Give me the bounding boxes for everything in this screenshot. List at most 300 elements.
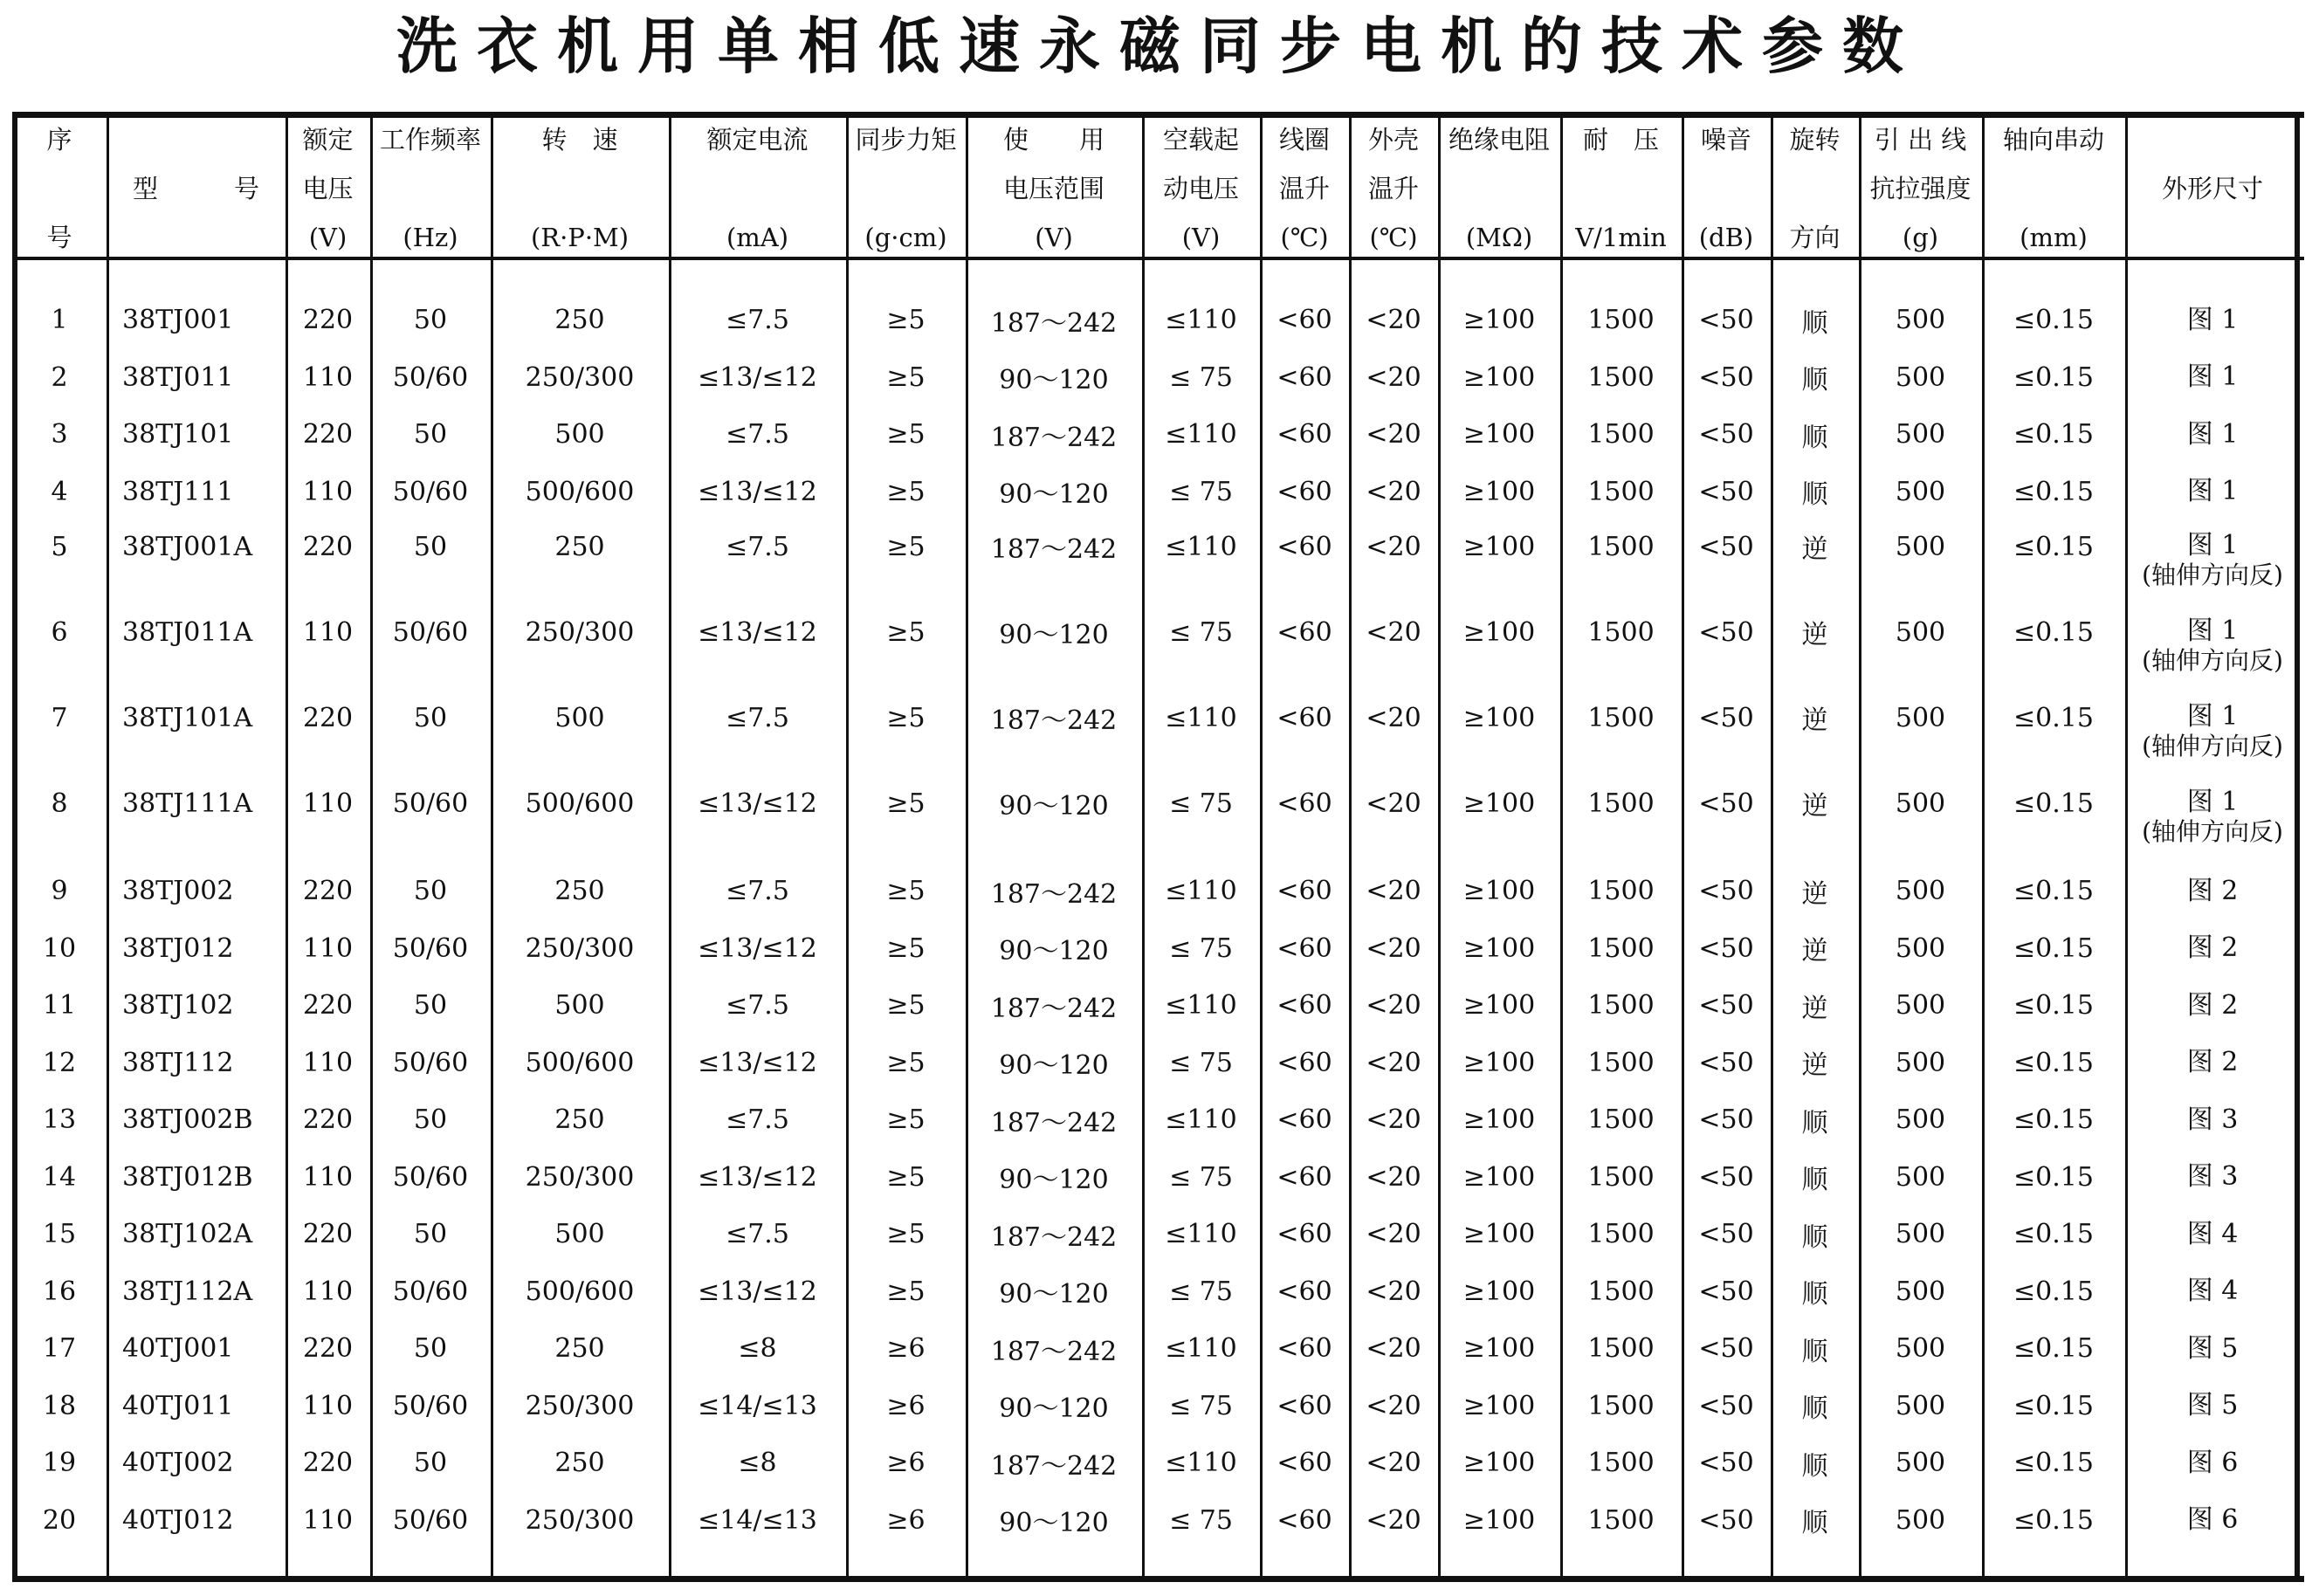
cell-rated-current: ≤7.5 <box>726 531 789 562</box>
cell-withstand-voltage: 1500 <box>1587 616 1655 648</box>
cell-voltage-range: 187～242 <box>990 534 1118 565</box>
cell-outline <box>2125 1320 2300 1378</box>
header-line: 耐 压 <box>1582 125 1659 155</box>
header-line: 号 <box>46 223 72 252</box>
cell-model: 38TJ111A <box>122 788 253 819</box>
table-row <box>12 1320 2304 1378</box>
header-line: (℃) <box>1369 223 1418 252</box>
cell-coil-temp-rise: <60 <box>1276 305 1332 336</box>
outline-figure-ref: 图 1 <box>2186 361 2239 393</box>
cell-voltage-range: 187～242 <box>990 1450 1118 1482</box>
cell-outline <box>2125 781 2300 854</box>
cell-outline <box>2125 1035 2300 1092</box>
cell-axial-play: ≤0.15 <box>2013 1390 2094 1421</box>
cell-no-load-start-voltage: ≤110 <box>1165 876 1237 907</box>
outline-figure-ref: 图 3 <box>2186 1161 2239 1193</box>
cell-noise: <50 <box>1698 305 1754 336</box>
cell-rated-voltage: 110 <box>302 932 354 964</box>
cell-rated-voltage: 220 <box>302 531 354 562</box>
cell-coil-temp-rise: <60 <box>1276 1104 1332 1136</box>
cell-no-load-start-voltage: ≤110 <box>1165 1333 1237 1365</box>
cell-noise: <50 <box>1698 1333 1754 1365</box>
cell-noise: <50 <box>1698 1390 1754 1421</box>
cell-no: 19 <box>42 1448 77 1479</box>
header-line: V/1min <box>1575 223 1667 252</box>
cell-no-load-start-voltage: ≤110 <box>1165 419 1237 451</box>
cell-frequency: 50/60 <box>392 1504 469 1536</box>
cell-no: 5 <box>51 531 68 562</box>
cell-insulation-resistance: ≥100 <box>1462 1047 1536 1078</box>
cell-shell-temp-rise: <20 <box>1366 476 1421 507</box>
cell-rated-voltage: 110 <box>302 1276 354 1307</box>
cell-model: 38TJ011A <box>122 616 253 648</box>
cell-rated-current: ≤7.5 <box>726 1219 789 1250</box>
cell-speed: 250 <box>554 305 605 336</box>
cell-outline <box>2125 695 2300 768</box>
cell-sync-torque: ≥5 <box>886 990 926 1022</box>
cell-withstand-voltage: 1500 <box>1587 476 1655 507</box>
cell-noise: <50 <box>1698 1047 1754 1078</box>
header-rated-current <box>669 120 846 257</box>
cell-rated-current: ≤13/≤12 <box>698 788 817 819</box>
cell-withstand-voltage: 1500 <box>1587 1333 1655 1365</box>
cell-no-load-start-voltage: ≤110 <box>1165 305 1237 336</box>
cell-rated-voltage: 220 <box>302 876 354 907</box>
cell-no-load-start-voltage: ≤110 <box>1165 990 1237 1022</box>
cell-insulation-resistance: ≥100 <box>1462 419 1536 451</box>
cell-noise: <50 <box>1698 1448 1754 1479</box>
cell-lead-tensile: 500 <box>1895 1104 1946 1136</box>
cell-speed: 500/600 <box>525 1047 635 1078</box>
header-speed <box>491 120 669 257</box>
cell-no: 2 <box>51 361 68 393</box>
table-row <box>12 406 2304 464</box>
cell-coil-temp-rise: <60 <box>1276 616 1332 648</box>
cell-lead-tensile: 500 <box>1895 531 1946 562</box>
cell-frequency: 50 <box>413 990 448 1022</box>
header-line: 引 出 线 <box>1874 125 1967 155</box>
cell-voltage-range: 187～242 <box>990 422 1118 453</box>
cell-outline <box>2125 1263 2300 1321</box>
cell-shell-temp-rise: <20 <box>1366 876 1421 907</box>
cell-insulation-resistance: ≥100 <box>1462 1276 1536 1307</box>
cell-coil-temp-rise: <60 <box>1276 361 1332 393</box>
header-outline <box>2125 120 2300 257</box>
cell-withstand-voltage: 1500 <box>1587 990 1655 1022</box>
cell-noise: <50 <box>1698 476 1754 507</box>
outline-figure-ref: 图 5 <box>2186 1332 2239 1364</box>
outline-note: (轴伸方向反) <box>2142 732 2283 760</box>
cell-model: 38TJ012B <box>122 1161 253 1193</box>
cell-model: 38TJ012 <box>122 932 234 964</box>
cell-frequency: 50/60 <box>392 1047 469 1078</box>
cell-frequency: 50/60 <box>392 788 469 819</box>
cell-noise: <50 <box>1698 1276 1754 1307</box>
cell-rotation: 逆 <box>1801 878 1828 910</box>
header-line: (MΩ) <box>1465 223 1533 252</box>
cell-withstand-voltage: 1500 <box>1587 1104 1655 1136</box>
header-line: 旋转 <box>1789 125 1841 155</box>
cell-noise: <50 <box>1698 876 1754 907</box>
cell-rated-current: ≤8 <box>738 1448 777 1479</box>
cell-shell-temp-rise: <20 <box>1366 616 1421 648</box>
cell-no-load-start-voltage: ≤110 <box>1165 531 1237 562</box>
cell-speed: 500/600 <box>525 476 635 507</box>
cell-coil-temp-rise: <60 <box>1276 1504 1332 1536</box>
cell-lead-tensile: 500 <box>1895 1276 1946 1307</box>
cell-frequency: 50 <box>413 1219 448 1250</box>
header-line: 方向 <box>1789 223 1841 252</box>
table-row <box>12 1492 2304 1550</box>
cell-coil-temp-rise: <60 <box>1276 1276 1332 1307</box>
cell-noise: <50 <box>1698 1219 1754 1250</box>
cell-withstand-voltage: 1500 <box>1587 1161 1655 1193</box>
cell-sync-torque: ≥5 <box>886 1161 926 1193</box>
cell-rated-current: ≤7.5 <box>726 419 789 451</box>
cell-sync-torque: ≥5 <box>886 702 926 733</box>
cell-no-load-start-voltage: ≤ 75 <box>1169 1390 1233 1421</box>
cell-axial-play: ≤0.15 <box>2013 702 2094 733</box>
cell-no: 15 <box>42 1219 77 1250</box>
cell-rotation: 顺 <box>1801 1279 1828 1311</box>
cell-lead-tensile: 500 <box>1895 305 1946 336</box>
page-title: 洗衣机用单相低速永磁同步电机的技术参数 <box>396 10 1923 82</box>
cell-model: 38TJ101 <box>122 419 234 451</box>
cell-rated-voltage: 110 <box>302 1047 354 1078</box>
table-top-rule <box>12 112 2304 118</box>
cell-withstand-voltage: 1500 <box>1587 531 1655 562</box>
cell-sync-torque: ≥5 <box>886 361 926 393</box>
header-frequency <box>370 120 491 257</box>
header-coil-temp-rise <box>1260 120 1349 257</box>
cell-insulation-resistance: ≥100 <box>1462 616 1536 648</box>
cell-insulation-resistance: ≥100 <box>1462 1161 1536 1193</box>
outline-note: (轴伸方向反) <box>2142 817 2283 846</box>
table-row <box>12 920 2304 978</box>
cell-outline <box>2125 524 2300 597</box>
header-sync-torque <box>846 120 966 257</box>
cell-axial-play: ≤0.15 <box>2013 990 2094 1022</box>
cell-rated-current: ≤7.5 <box>726 876 789 907</box>
cell-noise: <50 <box>1698 990 1754 1022</box>
cell-noise: <50 <box>1698 531 1754 562</box>
cell-frequency: 50 <box>413 305 448 336</box>
cell-shell-temp-rise: <20 <box>1366 788 1421 819</box>
header-lead-tensile <box>1859 120 1982 257</box>
outline-figure-ref: 图 2 <box>2186 932 2239 964</box>
cell-frequency: 50 <box>413 876 448 907</box>
cell-no: 18 <box>42 1390 77 1421</box>
cell-no-load-start-voltage: ≤ 75 <box>1169 476 1233 507</box>
cell-voltage-range: 90～120 <box>999 365 1109 396</box>
cell-insulation-resistance: ≥100 <box>1462 932 1536 964</box>
cell-outline <box>2125 1091 2300 1149</box>
cell-withstand-voltage: 1500 <box>1587 419 1655 451</box>
cell-shell-temp-rise: <20 <box>1366 419 1421 451</box>
cell-coil-temp-rise: <60 <box>1276 876 1332 907</box>
outline-figure-ref: 图 1 <box>2186 701 2239 732</box>
cell-shell-temp-rise: <20 <box>1366 1448 1421 1479</box>
outline-note: (轴伸方向反) <box>2142 646 2283 675</box>
cell-coil-temp-rise: <60 <box>1276 1219 1332 1250</box>
outline-figure-ref: 图 2 <box>2186 989 2239 1021</box>
cell-model: 38TJ002B <box>122 1104 253 1136</box>
cell-rated-voltage: 220 <box>302 1448 354 1479</box>
cell-noise: <50 <box>1698 1504 1754 1536</box>
cell-speed: 250/300 <box>525 932 635 964</box>
cell-shell-temp-rise: <20 <box>1366 1219 1421 1250</box>
header-line: 额定电流 <box>706 125 809 155</box>
outline-figure-ref: 图 5 <box>2186 1390 2239 1421</box>
header-line: 额定 <box>302 125 354 155</box>
cell-axial-play: ≤0.15 <box>2013 531 2094 562</box>
cell-voltage-range: 90～120 <box>999 1050 1109 1082</box>
cell-sync-torque: ≥5 <box>886 1047 926 1078</box>
cell-axial-play: ≤0.15 <box>2013 361 2094 393</box>
cell-rated-current: ≤13/≤12 <box>698 1276 817 1307</box>
cell-axial-play: ≤0.15 <box>2013 1219 2094 1250</box>
cell-lead-tensile: 500 <box>1895 419 1946 451</box>
cell-insulation-resistance: ≥100 <box>1462 1390 1536 1421</box>
cell-no: 4 <box>51 476 68 507</box>
cell-insulation-resistance: ≥100 <box>1462 476 1536 507</box>
cell-sync-torque: ≥6 <box>886 1333 926 1365</box>
cell-frequency: 50 <box>413 1104 448 1136</box>
cell-rated-current: ≤8 <box>738 1333 777 1365</box>
cell-no-load-start-voltage: ≤ 75 <box>1169 932 1233 964</box>
cell-noise: <50 <box>1698 788 1754 819</box>
cell-sync-torque: ≥6 <box>886 1448 926 1479</box>
header-line: 线圈 <box>1278 125 1330 155</box>
cell-no-load-start-voltage: ≤ 75 <box>1169 788 1233 819</box>
header-line: 序 <box>46 125 72 155</box>
cell-no: 8 <box>51 788 68 819</box>
cell-sync-torque: ≥5 <box>886 876 926 907</box>
table-row <box>12 1378 2304 1435</box>
cell-model: 38TJ101A <box>122 702 253 733</box>
cell-rated-voltage: 110 <box>302 1390 354 1421</box>
outline-figure-ref: 图 1 <box>2186 418 2239 450</box>
cell-frequency: 50/60 <box>392 932 469 964</box>
cell-insulation-resistance: ≥100 <box>1462 1104 1536 1136</box>
spec-table <box>12 112 2304 1582</box>
cell-speed: 250 <box>554 531 605 562</box>
cell-outline <box>2125 977 2300 1035</box>
table-row <box>12 1149 2304 1207</box>
cell-lead-tensile: 500 <box>1895 1219 1946 1250</box>
cell-rotation: 顺 <box>1801 479 1828 511</box>
cell-voltage-range: 90～120 <box>999 936 1109 967</box>
cell-speed: 500 <box>554 419 605 451</box>
cell-frequency: 50 <box>413 419 448 451</box>
cell-shell-temp-rise: <20 <box>1366 1390 1421 1421</box>
cell-no-load-start-voltage: ≤ 75 <box>1169 616 1233 648</box>
cell-rotation: 顺 <box>1801 1107 1828 1139</box>
cell-frequency: 50/60 <box>392 616 469 648</box>
cell-coil-temp-rise: <60 <box>1276 1448 1332 1479</box>
cell-no-load-start-voltage: ≤ 75 <box>1169 1504 1233 1536</box>
cell-frequency: 50/60 <box>392 1276 469 1307</box>
cell-model: 40TJ012 <box>122 1504 234 1536</box>
cell-rotation: 顺 <box>1801 1221 1828 1253</box>
cell-withstand-voltage: 1500 <box>1587 788 1655 819</box>
cell-rotation: 顺 <box>1801 1393 1828 1425</box>
cell-frequency: 50/60 <box>392 1390 469 1421</box>
outline-figure-ref: 图 4 <box>2186 1218 2239 1249</box>
header-line: 噪音 <box>1700 125 1751 155</box>
cell-sync-torque: ≥5 <box>886 1219 926 1250</box>
cell-axial-play: ≤0.15 <box>2013 876 2094 907</box>
cell-outline <box>2125 920 2300 978</box>
cell-rotation: 逆 <box>1801 620 1828 650</box>
cell-outline <box>2125 1206 2300 1263</box>
cell-withstand-voltage: 1500 <box>1587 305 1655 336</box>
cell-shell-temp-rise: <20 <box>1366 1161 1421 1193</box>
cell-rotation: 逆 <box>1801 936 1828 967</box>
cell-voltage-range: 90～120 <box>999 620 1109 650</box>
cell-no-load-start-voltage: ≤110 <box>1165 1219 1237 1250</box>
header-model <box>107 120 286 257</box>
cell-no: 1 <box>51 305 68 336</box>
cell-rated-voltage: 220 <box>302 1333 354 1365</box>
cell-frequency: 50/60 <box>392 361 469 393</box>
cell-noise: <50 <box>1698 616 1754 648</box>
cell-shell-temp-rise: <20 <box>1366 305 1421 336</box>
header-line: 同步力矩 <box>855 125 957 155</box>
cell-no-load-start-voltage: ≤ 75 <box>1169 1276 1233 1307</box>
cell-model: 38TJ112 <box>122 1047 234 1078</box>
cell-speed: 250 <box>554 1333 605 1365</box>
cell-frequency: 50/60 <box>392 1161 469 1193</box>
table-bottom-rule <box>12 1576 2304 1582</box>
cell-outline <box>2125 609 2300 683</box>
outline-figure-ref: 图 4 <box>2186 1276 2239 1307</box>
cell-no-load-start-voltage: ≤110 <box>1165 702 1237 733</box>
cell-axial-play: ≤0.15 <box>2013 1504 2094 1536</box>
header-shell-temp-rise <box>1349 120 1438 257</box>
cell-rotation: 逆 <box>1801 534 1828 565</box>
cell-shell-temp-rise: <20 <box>1366 1104 1421 1136</box>
cell-rated-voltage: 220 <box>302 305 354 336</box>
cell-rated-current: ≤7.5 <box>726 1104 789 1136</box>
cell-axial-play: ≤0.15 <box>2013 476 2094 507</box>
cell-rated-voltage: 110 <box>302 616 354 648</box>
cell-insulation-resistance: ≥100 <box>1462 305 1536 336</box>
cell-lead-tensile: 500 <box>1895 1333 1946 1365</box>
cell-model: 40TJ011 <box>122 1390 234 1421</box>
cell-sync-torque: ≥6 <box>886 1390 926 1421</box>
cell-voltage-range: 187～242 <box>990 307 1118 339</box>
cell-speed: 250/300 <box>525 361 635 393</box>
header-rule <box>12 257 2304 260</box>
cell-insulation-resistance: ≥100 <box>1462 788 1536 819</box>
cell-axial-play: ≤0.15 <box>2013 932 2094 964</box>
cell-no: 17 <box>42 1333 77 1365</box>
cell-voltage-range: 90～120 <box>999 479 1109 511</box>
cell-model: 38TJ002 <box>122 876 234 907</box>
cell-outline <box>2125 1434 2300 1492</box>
cell-rotation: 顺 <box>1801 1336 1828 1367</box>
cell-rotation: 逆 <box>1801 993 1828 1024</box>
cell-insulation-resistance: ≥100 <box>1462 1219 1536 1250</box>
header-line: (℃) <box>1280 223 1329 252</box>
cell-axial-play: ≤0.15 <box>2013 1161 2094 1193</box>
cell-rated-voltage: 220 <box>302 990 354 1022</box>
cell-coil-temp-rise: <60 <box>1276 531 1332 562</box>
header-line: (dB) <box>1698 223 1754 252</box>
cell-speed: 500 <box>554 702 605 733</box>
cell-rated-current: ≤7.5 <box>726 305 789 336</box>
cell-voltage-range: 187～242 <box>990 1221 1118 1253</box>
table-row <box>12 292 2304 349</box>
cell-sync-torque: ≥5 <box>886 1104 926 1136</box>
cell-rated-current: ≤13/≤12 <box>698 1161 817 1193</box>
cell-lead-tensile: 500 <box>1895 1504 1946 1536</box>
cell-lead-tensile: 500 <box>1895 1448 1946 1479</box>
header-line: 温升 <box>1278 174 1330 203</box>
cell-frequency: 50 <box>413 702 448 733</box>
cell-voltage-range: 187～242 <box>990 878 1118 910</box>
cell-rated-voltage: 110 <box>302 361 354 393</box>
cell-axial-play: ≤0.15 <box>2013 616 2094 648</box>
cell-model: 38TJ102 <box>122 990 234 1022</box>
cell-outline <box>2125 292 2300 349</box>
table-row <box>12 863 2304 920</box>
cell-rotation: 顺 <box>1801 422 1828 453</box>
cell-speed: 250/300 <box>525 1161 635 1193</box>
cell-shell-temp-rise: <20 <box>1366 1333 1421 1365</box>
cell-speed: 500 <box>554 1219 605 1250</box>
table-row <box>12 606 2304 691</box>
cell-rated-voltage: 220 <box>302 1219 354 1250</box>
cell-voltage-range: 90～120 <box>999 1279 1109 1311</box>
cell-model: 38TJ102A <box>122 1219 253 1250</box>
cell-noise: <50 <box>1698 1161 1754 1193</box>
cell-lead-tensile: 500 <box>1895 616 1946 648</box>
cell-speed: 250 <box>554 1104 605 1136</box>
cell-withstand-voltage: 1500 <box>1587 702 1655 733</box>
cell-model: 38TJ001A <box>122 531 253 562</box>
cell-rated-current: ≤13/≤12 <box>698 476 817 507</box>
cell-sync-torque: ≥5 <box>886 788 926 819</box>
cell-rotation: 顺 <box>1801 1450 1828 1482</box>
cell-no: 20 <box>42 1504 77 1536</box>
header-line: 外形尺寸 <box>2161 174 2263 203</box>
cell-insulation-resistance: ≥100 <box>1462 876 1536 907</box>
table-row <box>12 1263 2304 1321</box>
cell-no: 11 <box>42 990 77 1022</box>
cell-voltage-range: 90～120 <box>999 1508 1109 1539</box>
cell-no-load-start-voltage: ≤110 <box>1165 1448 1237 1479</box>
table-row <box>12 1091 2304 1149</box>
header-line: (V) <box>1181 223 1221 252</box>
cell-shell-temp-rise: <20 <box>1366 932 1421 964</box>
cell-speed: 250 <box>554 1448 605 1479</box>
table-row <box>12 1206 2304 1263</box>
cell-rated-voltage: 110 <box>302 476 354 507</box>
header-voltage-range <box>966 120 1142 257</box>
cell-sync-torque: ≥5 <box>886 932 926 964</box>
cell-lead-tensile: 500 <box>1895 476 1946 507</box>
header-line: 动电压 <box>1162 174 1239 203</box>
cell-speed: 250 <box>554 876 605 907</box>
cell-outline <box>2125 349 2300 407</box>
header-withstand-voltage <box>1560 120 1682 257</box>
cell-outline <box>2125 406 2300 464</box>
cell-noise: <50 <box>1698 1104 1754 1136</box>
cell-axial-play: ≤0.15 <box>2013 1448 2094 1479</box>
cell-rotation: 顺 <box>1801 307 1828 339</box>
